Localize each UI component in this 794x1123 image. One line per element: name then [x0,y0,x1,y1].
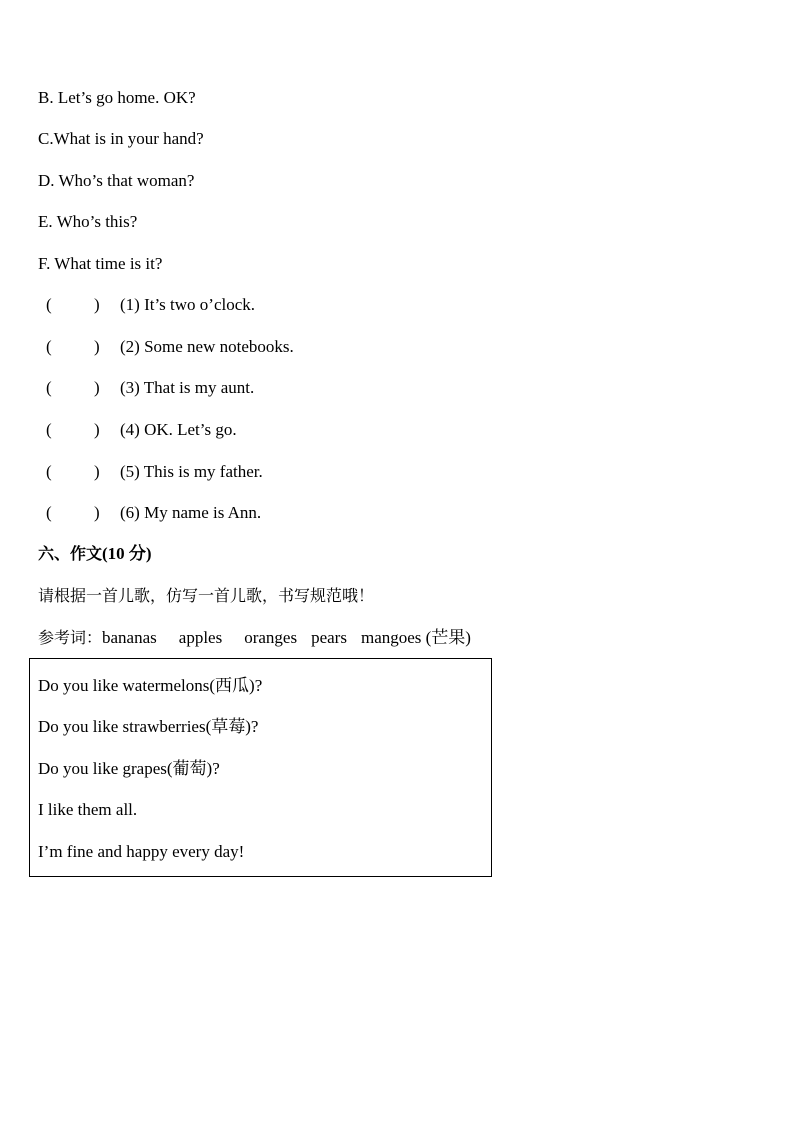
answer-blank-close: ) [94,295,100,314]
poem-line: I like them all. [38,800,138,819]
section-instruction: 请根据一首儿歌，仿写一首儿歌，书写规范哦！ [38,586,375,605]
answer-blank-close: ) [94,420,100,439]
section-heading-score: (10 分) [102,544,152,563]
answer-blank-open[interactable]: ( [46,503,52,522]
matching-item-text: (3) That is my aunt. [120,378,255,397]
answer-blank-close: ) [94,503,100,522]
option-e: E. Who’s this? [38,212,138,231]
answer-blank-close: ) [94,337,100,356]
vocab-word: oranges [244,628,298,647]
poem-line: Do you like grapes(葡萄)? [38,759,220,778]
vocab-word: bananas [102,628,157,647]
answer-blank-close: ) [94,378,100,397]
poem-line: Do you like strawberries(草莓)? [38,717,259,736]
matching-item-text: (2) Some new notebooks. [120,337,294,356]
vocab-label: 参考词： [38,628,103,647]
option-b: B. Let’s go home. OK? [38,88,196,107]
poem-line: Do you like watermelons(西瓜)? [38,676,263,695]
answer-blank-open[interactable]: ( [46,337,52,356]
matching-item-text: (4) OK. Let’s go. [120,420,237,439]
answer-blank-open[interactable]: ( [46,378,52,397]
matching-item-text: (1) It’s two o’clock. [120,295,256,314]
section-heading [38,544,152,564]
vocab-word: pears [311,628,347,647]
answer-blank-open[interactable]: ( [46,420,52,439]
option-c: C.What is in your hand? [38,129,204,148]
reference-vocab [38,628,471,648]
matching-item-text: (5) This is my father. [120,462,263,481]
poem-box [29,658,492,877]
poem-line: I’m fine and happy every day! [38,842,245,861]
section-heading-title: 六、作文 [38,544,103,563]
option-f: F. What time is it? [38,254,163,273]
vocab-word: mangoes (芒果) [360,628,471,647]
matching-item-text: (6) My name is Ann. [120,503,262,522]
answer-blank-open[interactable]: ( [46,462,52,481]
option-d: D. Who’s that woman? [38,171,195,190]
answer-blank-close: ) [94,462,100,481]
vocab-word: apples [178,628,223,647]
answer-blank-open[interactable]: ( [46,295,52,314]
